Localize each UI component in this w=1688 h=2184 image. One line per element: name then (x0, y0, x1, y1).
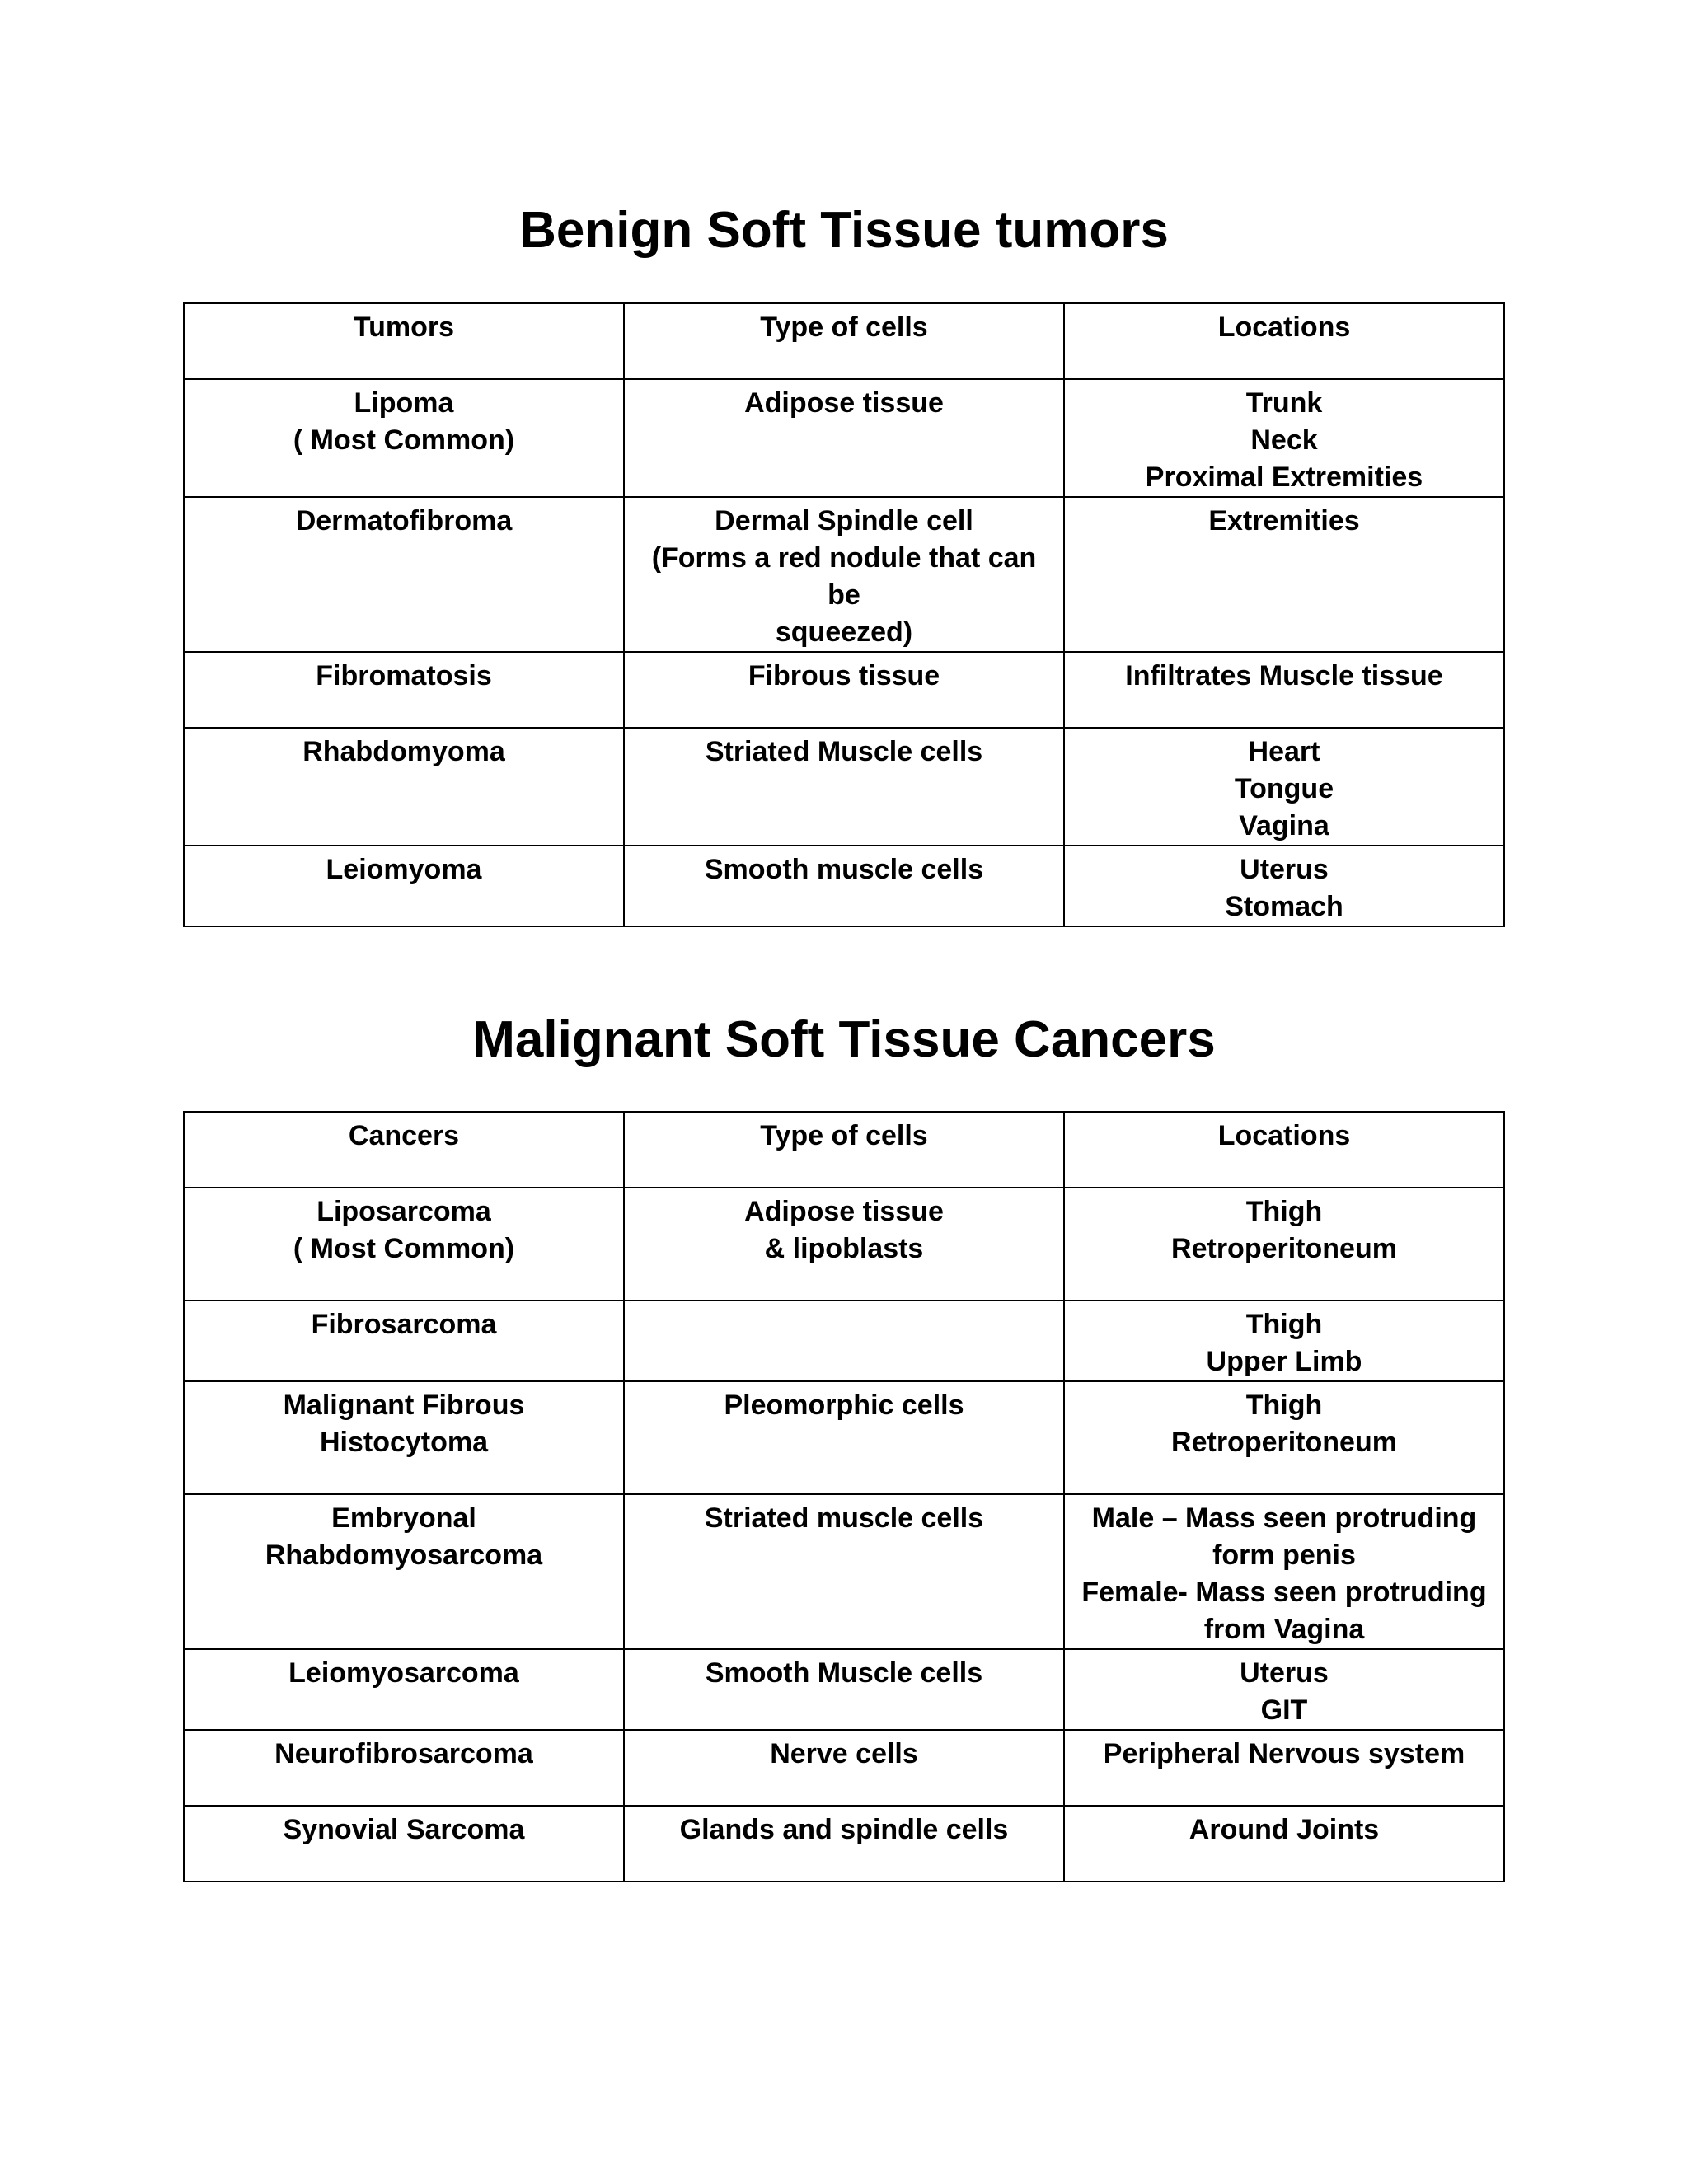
locations-cell-line: Tongue (1234, 773, 1334, 804)
cell-type-cell-line: (Forms a red nodule that can be (651, 542, 1037, 611)
cell-type-cell-line: Striated Muscle cells (705, 736, 983, 767)
cell-type-cell-line: Smooth muscle cells (704, 854, 984, 885)
cell-type-cell (624, 497, 1064, 652)
locations-cell-line: Thigh (1245, 1196, 1323, 1227)
locations-cell-line: GIT (1260, 1694, 1308, 1726)
locations-cell (1064, 652, 1504, 728)
tumor-name-cell (184, 1494, 624, 1649)
table-row (184, 728, 1504, 846)
tumor-name-cell (184, 1381, 624, 1494)
tumor-name-cell-line: Synovial Sarcoma (283, 1814, 525, 1845)
benign-tumors-table (183, 302, 1505, 927)
cell-type-cell (624, 1649, 1064, 1730)
tumor-name-cell-line: Dermatofibroma (295, 505, 513, 537)
table-header-row (184, 303, 1504, 379)
cell-type-cell (624, 728, 1064, 846)
locations-cell-line: Thigh (1245, 1390, 1323, 1421)
tumor-name-cell (184, 652, 624, 728)
tumor-name-cell-line: Malignant Fibrous (283, 1390, 525, 1421)
tumor-name-cell (184, 728, 624, 846)
tumor-name-cell (184, 1188, 624, 1301)
locations-cell-line: Retroperitoneum (1171, 1427, 1397, 1458)
locations-cell (1064, 1494, 1504, 1649)
locations-cell-line: Peripheral Nervous system (1103, 1738, 1465, 1769)
locations-cell-line: Infiltrates Muscle tissue (1125, 660, 1443, 691)
locations-cell (1064, 728, 1504, 846)
locations-cell (1064, 379, 1504, 497)
cell-type-cell-line: Fibrous tissue (748, 660, 940, 691)
table-row (184, 497, 1504, 652)
locations-cell-line: Neck (1250, 424, 1318, 456)
column-header: Locations (1064, 1112, 1504, 1188)
tumor-name-cell (184, 1649, 624, 1730)
table-row (184, 1301, 1504, 1381)
tumor-name-cell (184, 1806, 624, 1882)
locations-cell-line: Thigh (1245, 1309, 1323, 1340)
table-row (184, 379, 1504, 497)
cell-type-cell (624, 846, 1064, 926)
locations-cell-line: Female- Mass seen protruding (1081, 1577, 1487, 1608)
cell-type-cell-line: Smooth Muscle cells (705, 1657, 983, 1689)
malignant-table-title: Malignant Soft Tissue Cancers (472, 1011, 1216, 1068)
tumor-name-cell (184, 846, 624, 926)
locations-cell-line: Retroperitoneum (1171, 1233, 1397, 1264)
tumor-name-cell-line: Fibrosarcoma (311, 1309, 497, 1340)
tumor-name-cell-line: Histocytoma (319, 1427, 489, 1458)
tumor-name-cell-line: Liposarcoma (316, 1196, 491, 1227)
locations-cell-line: Proximal Extremities (1145, 462, 1423, 493)
column-header: Type of cells (624, 1112, 1064, 1188)
tumor-name-cell (184, 1730, 624, 1806)
column-header: Cancers (184, 1112, 624, 1188)
cell-type-cell (624, 379, 1064, 497)
column-header: Type of cells (624, 303, 1064, 379)
locations-cell (1064, 1730, 1504, 1806)
cell-type-cell (624, 1188, 1064, 1301)
cell-type-cell-line: Adipose tissue (744, 387, 944, 419)
table-row (184, 652, 1504, 728)
tumor-name-cell-line: Lipoma (354, 387, 454, 419)
locations-cell-line: Uterus (1240, 1657, 1329, 1689)
locations-cell (1064, 497, 1504, 652)
table-header-row (184, 1112, 1504, 1188)
table-row (184, 1730, 1504, 1806)
column-header: Locations (1064, 303, 1504, 379)
column-header: Tumors (184, 303, 624, 379)
cell-type-cell (624, 1381, 1064, 1494)
malignant-cancers-table (183, 1111, 1505, 1882)
table-row (184, 846, 1504, 926)
cell-type-cell-line: Pleomorphic cells (724, 1390, 964, 1421)
tumor-name-cell-line: Rhabdomyoma (302, 736, 505, 767)
locations-cell-line: Stomach (1225, 891, 1343, 922)
cell-type-cell-line: Striated muscle cells (704, 1502, 984, 1534)
cell-type-cell-line: Dermal Spindle cell (715, 505, 973, 537)
locations-cell-line: Heart (1248, 736, 1320, 767)
cell-type-cell (624, 1301, 1064, 1381)
tumor-name-cell-line: Leiomyoma (326, 854, 482, 885)
locations-cell (1064, 1301, 1504, 1381)
table-row (184, 1381, 1504, 1494)
locations-cell-line: Vagina (1239, 810, 1329, 841)
locations-cell (1064, 1188, 1504, 1301)
tumor-name-cell-line: ( Most Common) (293, 424, 515, 456)
table-row (184, 1649, 1504, 1730)
tumor-name-cell-line: ( Most Common) (293, 1233, 515, 1264)
tumor-name-cell-line: Fibromatosis (316, 660, 492, 691)
table-row (184, 1188, 1504, 1301)
cell-type-cell-line: Nerve cells (770, 1738, 918, 1769)
locations-cell-line: Uterus (1240, 854, 1329, 885)
locations-cell (1064, 1649, 1504, 1730)
table-row (184, 1494, 1504, 1649)
locations-cell-line: form penis (1212, 1540, 1356, 1571)
locations-cell-line: Extremities (1208, 505, 1360, 537)
locations-cell (1064, 1381, 1504, 1494)
locations-cell (1064, 846, 1504, 926)
benign-table-title: Benign Soft Tissue tumors (519, 202, 1169, 259)
locations-cell-line: Male – Mass seen protruding (1091, 1502, 1477, 1534)
tumor-name-cell-line: Leiomyosarcoma (288, 1657, 519, 1689)
cell-type-cell (624, 1494, 1064, 1649)
locations-cell-line: Around Joints (1189, 1814, 1380, 1845)
cell-type-cell-line: & lipoblasts (764, 1233, 924, 1264)
cell-type-cell (624, 1730, 1064, 1806)
tumor-name-cell (184, 1301, 624, 1381)
locations-cell (1064, 1806, 1504, 1882)
cell-type-cell-line: squeezed) (775, 616, 913, 648)
tumor-name-cell (184, 379, 624, 497)
cell-type-cell (624, 1806, 1064, 1882)
tumor-name-cell (184, 497, 624, 652)
locations-cell-line: from Vagina (1203, 1614, 1365, 1645)
locations-cell-line: Trunk (1245, 387, 1323, 419)
tumor-name-cell-line: Neurofibrosarcoma (274, 1738, 533, 1769)
cell-type-cell-line: Adipose tissue (744, 1196, 944, 1227)
locations-cell-line: Upper Limb (1206, 1346, 1362, 1377)
table-row (184, 1806, 1504, 1882)
tumor-name-cell-line: Rhabdomyosarcoma (265, 1540, 543, 1571)
tumor-name-cell-line: Embryonal (331, 1502, 476, 1534)
cell-type-cell-line: Glands and spindle cells (679, 1814, 1009, 1845)
cell-type-cell (624, 652, 1064, 728)
